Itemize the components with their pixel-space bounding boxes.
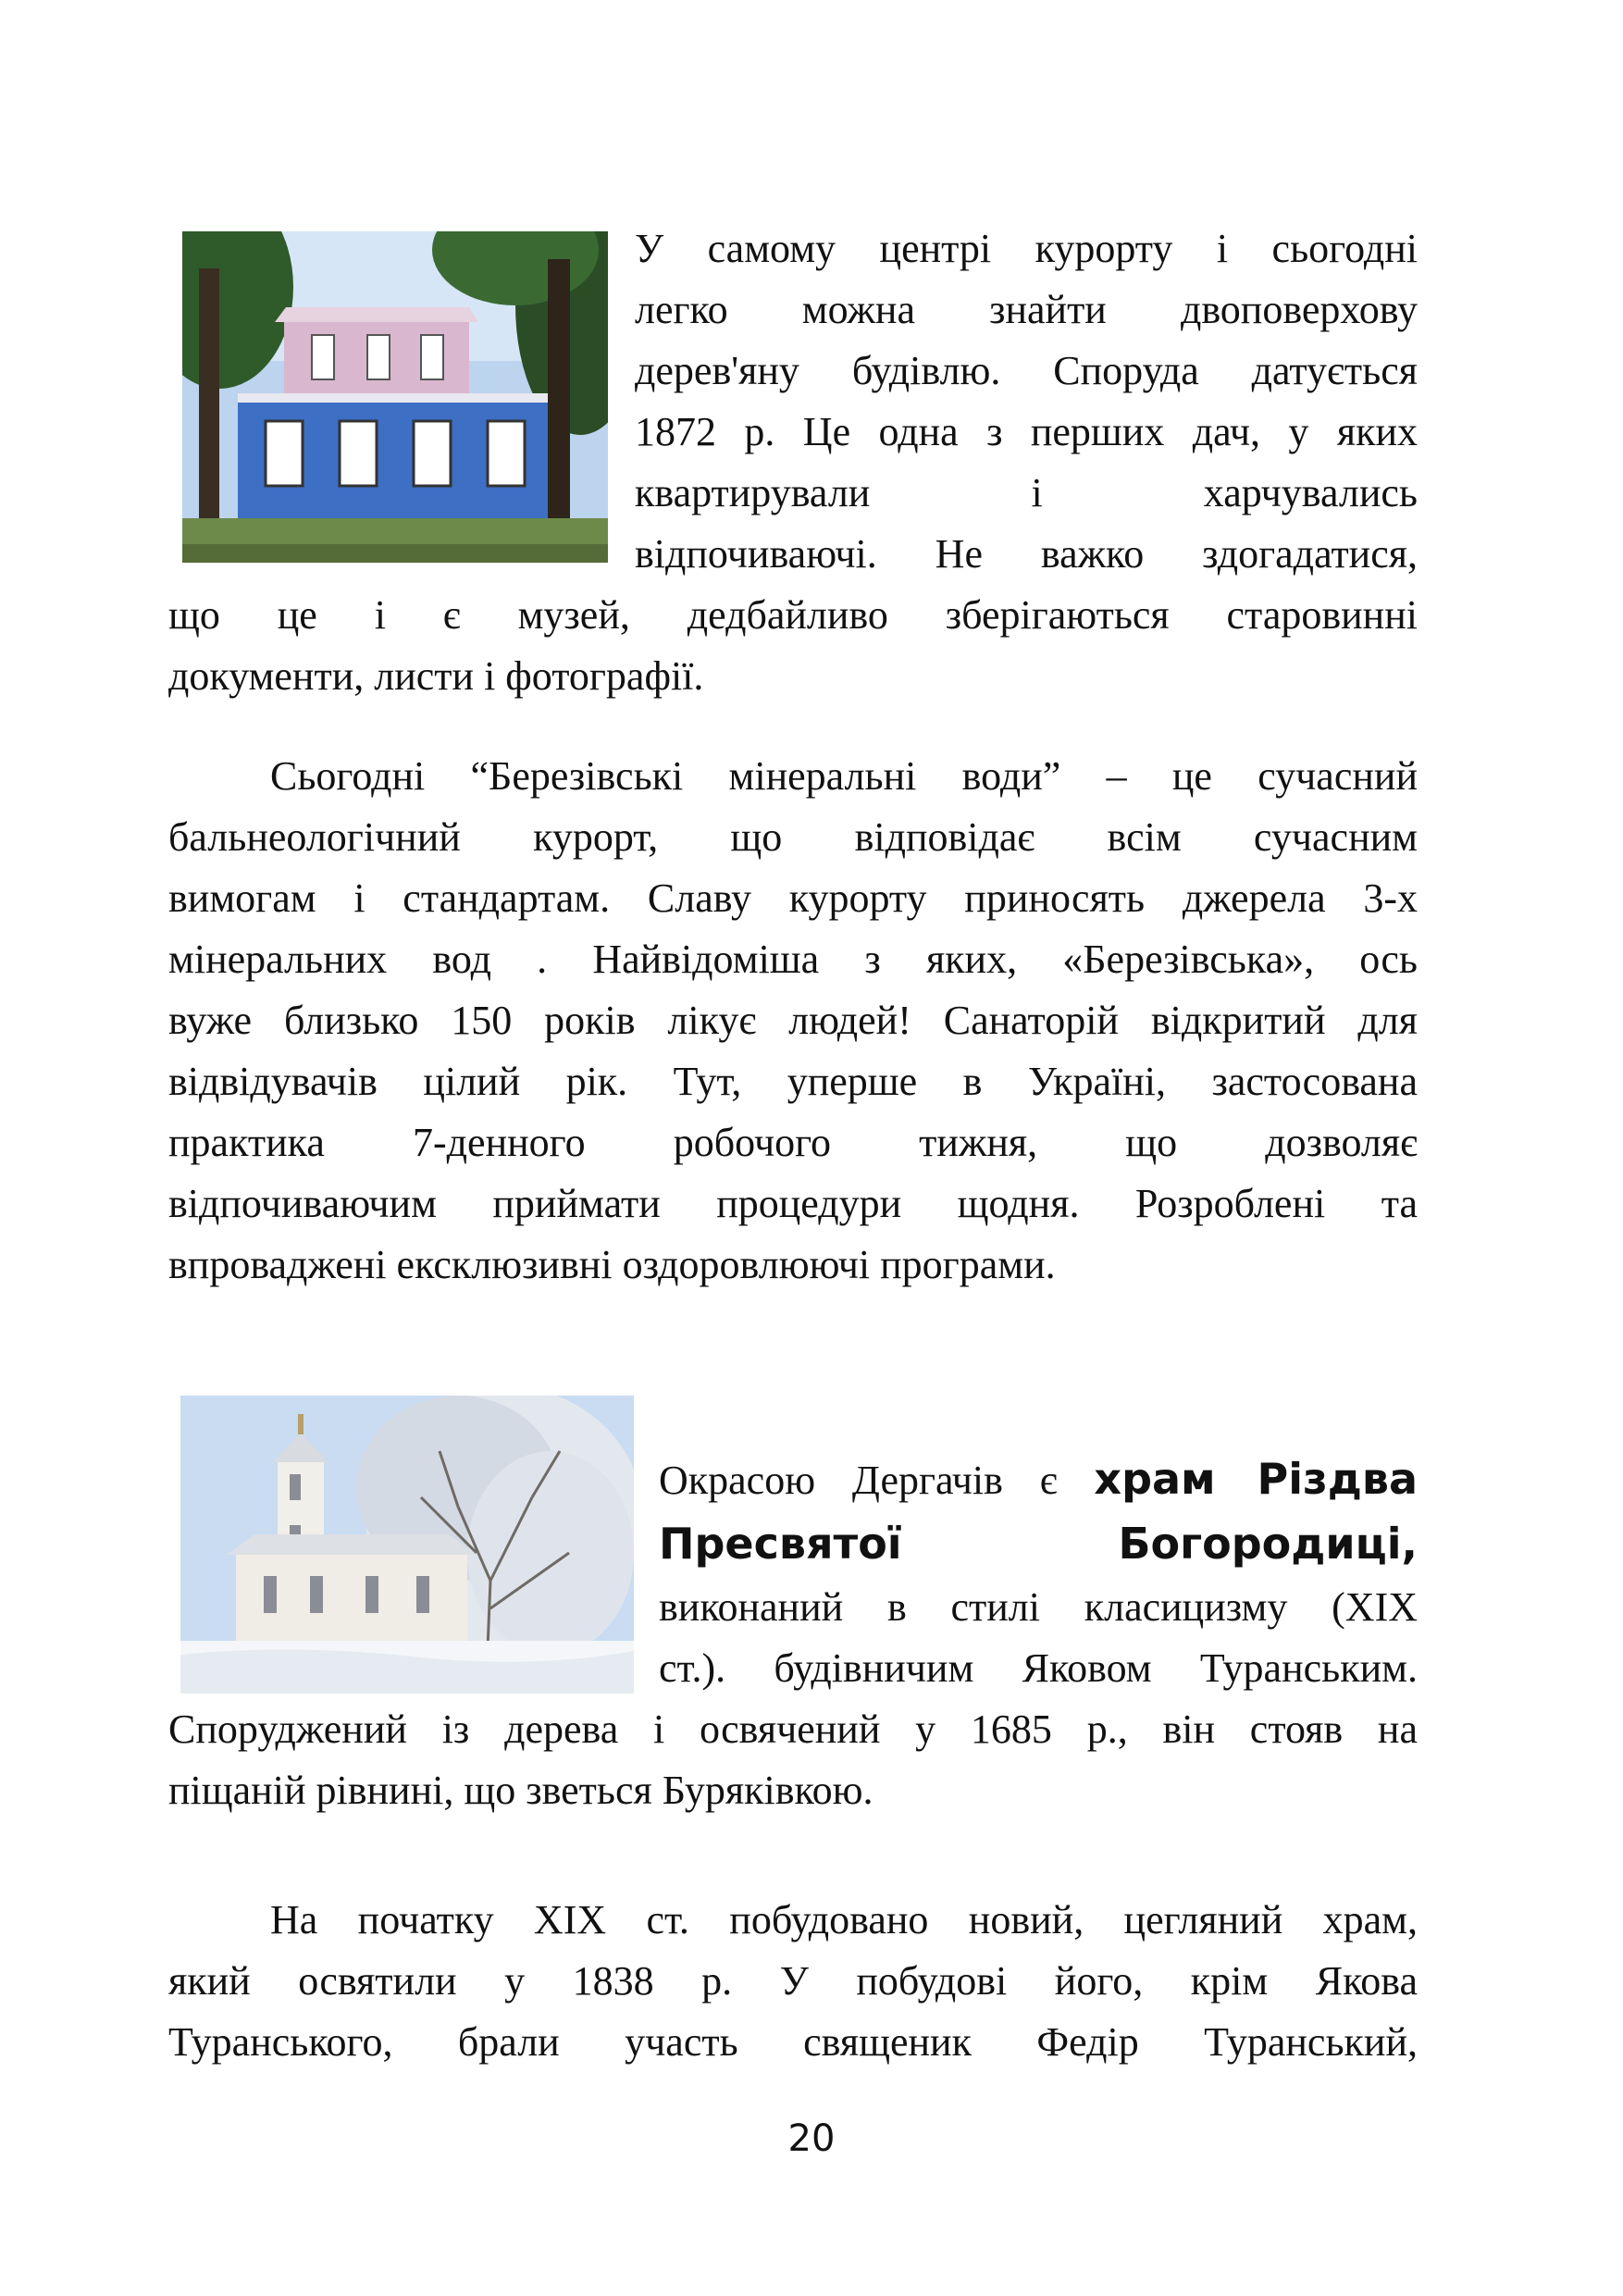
text-line: Споруджений із дерева і освячений у 1685 р., він стояв на [168,1706,1418,1752]
text-line: що це і є музей, дедбайливо зберігаються старовинні [168,592,1418,638]
text-line: 1872 р. Це одна з перших дач, у яких [635,409,1418,454]
text-line: У самому центрі курорту і сьогодні [635,226,1418,271]
section1-continuation [168,585,1418,707]
section3-float-text [659,1447,1418,1699]
resort-paragraph [168,746,1418,1296]
section1-float-text [635,218,1418,585]
museum-house-photo [182,231,608,563]
text-line: мінеральних вод . Найвідоміша з яких, «Березівська», ось [168,937,1418,982]
text-line: бальнеологічний курорт, що відповідає всім сучасним [168,814,1418,860]
text-line: На початку XIX ст. побудовано новий, цегляний храм, [270,1897,1418,1942]
text-line: піщаній рівнині, що зветься Буряківкою. [168,1768,873,1813]
church-name-part: Пресвятої [659,1519,902,1569]
text-line: Сьогодні “Березівські мінеральні води” – це сучасний [270,753,1418,799]
intro-text: Окрасою Дергачів є [659,1458,1058,1503]
text-line: практика 7-денного робочого тижня, що дозволяє [168,1120,1418,1165]
text-line: виконаний в стилі класицизму (XIX [659,1584,1418,1630]
text-line: відвідувачів цілий рік. Тут, уперше в Україні, застосована [168,1059,1418,1104]
text-line: документи, листи і фотографії. [168,653,704,699]
section3-continuation [168,1699,1418,1821]
text-line: вуже близько 150 років лікує людей! Санаторій відкритий для [168,998,1418,1043]
page-number: 20 [787,2117,836,2160]
text-line: вимогам і стандартам. Славу курорту приносять джерела 3-х [168,875,1418,921]
text-line: відпочиваючим приймати процедури щодня. Розроблені та [168,1181,1418,1226]
text-line: який освятили у 1838 р. У побудові його, крім Якова [168,1958,1418,2004]
church-heading-line [659,1447,1418,1510]
text-line: відпочиваючі. Не важко здогадатися, [635,531,1418,577]
new-church-paragraph [168,1890,1418,2073]
text-line: ст.). будівничим Яковом Туранським. [659,1645,1418,1691]
church-name-part: Богородиці, [1118,1519,1418,1569]
text-line: квартирували і харчувались [635,470,1418,515]
text-line: впроваджені ексклюзивні оздоровлюючі програми. [168,1242,1056,1287]
text-line: дерев'яну будівлю. Споруда датується [635,348,1418,393]
church-name-bold-line [659,1510,1418,1577]
text-line: Туранського, брали участь священик Федір Туранський, [168,2019,1418,2065]
church-name-bold: храм Різдва [1094,1454,1418,1504]
church-winter-photo [180,1396,634,1694]
text-line: легко можна знайти двоповерхову [635,287,1418,332]
